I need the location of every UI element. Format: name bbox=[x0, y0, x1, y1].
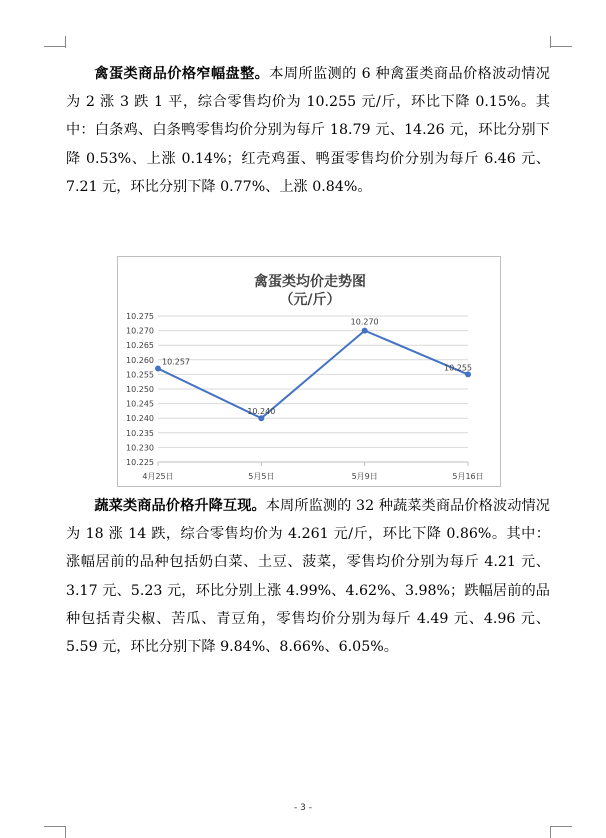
crop-mark-bottom-left bbox=[65, 826, 66, 838]
data-label: 10.255 bbox=[444, 363, 472, 373]
data-point bbox=[155, 366, 161, 372]
y-tick-label: 10.255 bbox=[126, 370, 154, 380]
y-tick-label: 10.230 bbox=[126, 443, 154, 453]
chart-subtitle: （元/斤） bbox=[279, 292, 341, 308]
y-tick-label: 10.240 bbox=[126, 414, 154, 424]
paragraph-heading: 禽蛋类商品价格窄幅盘整。 bbox=[94, 66, 270, 82]
y-tick-label: 10.270 bbox=[126, 326, 154, 336]
poultry-egg-paragraph bbox=[66, 60, 550, 201]
x-tick-label: 4月25日 bbox=[142, 472, 174, 481]
page-number: - 3 - bbox=[294, 803, 312, 813]
crop-mark-top-left bbox=[44, 46, 66, 47]
y-tick-label: 10.265 bbox=[126, 341, 154, 351]
data-label: 10.257 bbox=[162, 357, 190, 367]
y-tick-label: 10.250 bbox=[126, 385, 154, 394]
price-trend-chart bbox=[117, 256, 501, 487]
y-tick-label: 10.235 bbox=[126, 428, 154, 438]
y-tick-label: 10.225 bbox=[126, 458, 154, 467]
chart-series bbox=[155, 318, 472, 422]
data-point bbox=[362, 328, 368, 334]
y-tick-label: 10.275 bbox=[126, 312, 154, 321]
y-tick-label: 10.245 bbox=[126, 399, 154, 409]
vegetable-paragraph bbox=[66, 492, 550, 661]
chart-gridlines bbox=[158, 316, 468, 462]
crop-mark-top-left bbox=[65, 36, 66, 48]
crop-mark-bottom-right bbox=[550, 826, 551, 838]
x-tick-label: 5月9日 bbox=[351, 472, 378, 481]
data-label: 10.270 bbox=[350, 317, 379, 327]
crop-mark-bottom-right bbox=[550, 826, 572, 827]
x-tick-label: 5月5日 bbox=[248, 472, 275, 481]
chart-title: 禽蛋类均价走势图 bbox=[254, 274, 366, 290]
paragraph-body: 本周所监测的 6 种禽蛋类商品价格波动情况为 2 涨 3 跌 1 平，综合零售均价为 10.255 元/斤，环比下降 0.15%。其中：白条鸡、白条鸭零售均价分别为每斤 18.79 元、14.26 元，环比分别下降 0.53%、上涨 0.14%；红壳鸡蛋、鸭蛋零售均价分别为每斤 6.46 元、7.21 元，环比分别下降 0.77%、上涨 0.84%。 bbox=[66, 66, 550, 195]
chart-canvas bbox=[118, 257, 502, 488]
data-label: 10.240 bbox=[247, 407, 276, 417]
paragraph-body: 本周所监测的 32 种蔬菜类商品价格波动情况为 18 涨 14 跌，综合零售均价为 4.261 元/斤，环比下降 0.86%。其中：涨幅居前的品种包括奶白菜、土豆、菠菜，零售均价分别为每斤 4.21 元、3.17 元、5.23 元，环比分别上涨 4.99%、4.62%、3.98%；跌幅居前的品种包括青尖椒、苦瓜、青豆角，零售均价分别为每斤 4.49 元、4.96 元、5.59 元，环比分别下降 9.84%、8.66%、6.05%。 bbox=[66, 498, 550, 656]
y-tick-label: 10.260 bbox=[126, 355, 154, 365]
crop-mark-bottom-left bbox=[44, 826, 66, 827]
crop-mark-top-right bbox=[550, 46, 572, 47]
chart-axes bbox=[126, 312, 484, 481]
x-tick-label: 5月16日 bbox=[452, 472, 484, 481]
paragraph-heading: 蔬菜类商品价格升降互现。 bbox=[94, 498, 266, 514]
crop-mark-top-right bbox=[550, 36, 551, 48]
